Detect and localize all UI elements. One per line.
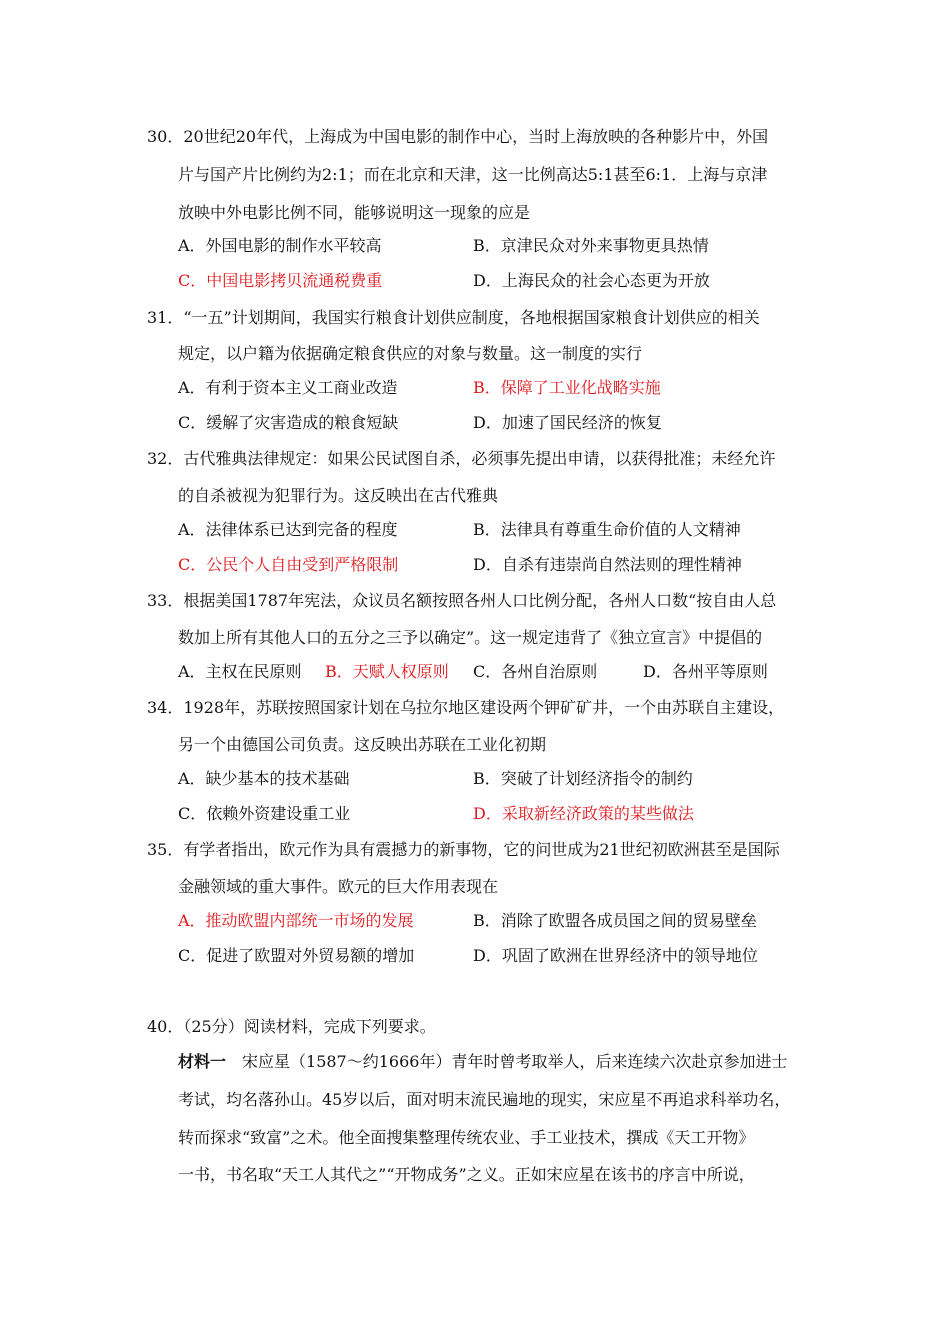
- q30-stem-line1: 30．20世纪20年代，上海成为中国电影的制作中心，当时上海放映的各种影片中，外国: [147, 127, 769, 146]
- q40-header: 40．（25分）阅读材料，完成下列要求。: [147, 1017, 436, 1036]
- q34-option-c: C．依赖外资建设重工业: [178, 804, 351, 823]
- q30-stem-line2: 片与国产片比例约为2:1；而在北京和天津，这一比例高达5:1甚至6:1．上海与京津: [178, 165, 768, 184]
- q34-stem-line1: 34．1928年，苏联按照国家计划在乌拉尔地区建设两个钾矿矿井，一个由苏联自主建设，: [147, 698, 785, 717]
- q31-stem-line1: 31．“一五”计划期间，我国实行粮食计划供应制度，各地根据国家粮食计划供应的相关: [147, 308, 760, 327]
- q32-option-a: A．法律体系已达到完备的程度: [178, 520, 398, 539]
- q32-stem-line2: 的自杀被视为犯罪行为。这反映出在古代雅典: [178, 486, 499, 505]
- q32-stem-line1: 32．古代雅典法律规定：如果公民试图自杀，必须事先提出申请，以获得批准；未经允许: [147, 449, 776, 468]
- q31-option-a: A．有利于资本主义工商业改造: [178, 378, 398, 397]
- q31-stem-line2: 规定，以户籍为依据确定粮食供应的对象与数量。这一制度的实行: [178, 344, 643, 363]
- q32-option-c-answer: C．公民个人自由受到严格限制: [178, 555, 399, 574]
- q33-stem-line1: 33．根据美国1787年宪法，众议员名额按照各州人口比例分配，各州人口数“按自由人总: [147, 591, 777, 610]
- q30-option-d: D．上海民众的社会心态更为开放: [473, 271, 710, 290]
- q35-stem-line2: 金融领域的重大事件。欧元的巨大作用表现在: [178, 877, 499, 896]
- q34-stem-line2: 另一个由德国公司负责。这反映出苏联在工业化初期: [178, 735, 547, 754]
- q30-option-c-answer: C．中国电影拷贝流通税费重: [178, 271, 383, 290]
- q34-option-d-answer: D．采取新经济政策的某些做法: [473, 804, 694, 823]
- q35-option-c: C．促进了欧盟对外贸易额的增加: [178, 946, 415, 965]
- q35-option-d: D．巩固了欧洲在世界经济中的领导地位: [473, 946, 758, 965]
- q33-option-d: D．各州平等原则: [643, 662, 768, 681]
- q30-option-b: B．京津民众对外来事物更具热情: [473, 236, 709, 255]
- q40-material-line1: [178, 1051, 787, 1073]
- q40-material-label: 材料一: [178, 1052, 227, 1071]
- q31-option-b-answer: B．保障了工业化战略实施: [473, 378, 661, 397]
- q34-option-b: B．突破了计划经济指令的制约: [473, 769, 693, 788]
- q33-stem-line2: 数加上所有其他人口的五分之三予以确定”。这一规定违背了《独立宣言》中提倡的: [178, 628, 763, 647]
- q40-material-text1: 宋应星（1587～约1666年）青年时曾考取举人，后来连续六次赴京参加进士: [226, 1052, 788, 1071]
- q33-option-a: A．主权在民原则: [178, 662, 302, 681]
- q35-option-b: B．消除了欧盟各成员国之间的贸易壁垒: [473, 911, 757, 930]
- q33-option-c: C．各州自治原则: [473, 662, 598, 681]
- q40-material-line4: 一书，书名取“天工人其代之”“开物成务”之义。正如宋应星在该书的序言中所说，: [178, 1165, 755, 1184]
- q35-stem-line1: 35．有学者指出，欧元作为具有震撼力的新事物，它的问世成为21世纪初欧洲甚至是国际: [147, 840, 780, 859]
- q30-stem-line3: 放映中外电影比例不同，能够说明这一现象的应是: [178, 203, 531, 222]
- q30-option-a: A．外国电影的制作水平较高: [178, 236, 382, 255]
- q32-option-d: D．自杀有违崇尚自然法则的理性精神: [473, 555, 742, 574]
- q34-option-a: A．缺少基本的技术基础: [178, 769, 350, 788]
- q40-material-line2: 考试，均名落孙山。45岁以后，面对明末流民遍地的现实，宋应星不再追求科举功名，: [178, 1090, 791, 1109]
- q33-option-b-answer: B．天赋人权原则: [325, 662, 449, 681]
- q32-option-b: B．法律具有尊重生命价值的人文精神: [473, 520, 741, 539]
- q31-option-d: D．加速了国民经济的恢复: [473, 413, 662, 432]
- q35-option-a-answer: A．推动欧盟内部统一市场的发展: [178, 911, 414, 930]
- q31-option-c: C．缓解了灾害造成的粮食短缺: [178, 413, 399, 432]
- q40-material-line3: 转而探求“致富”之术。他全面搜集整理传统农业、手工业技术，撰成《天工开物》: [178, 1128, 755, 1147]
